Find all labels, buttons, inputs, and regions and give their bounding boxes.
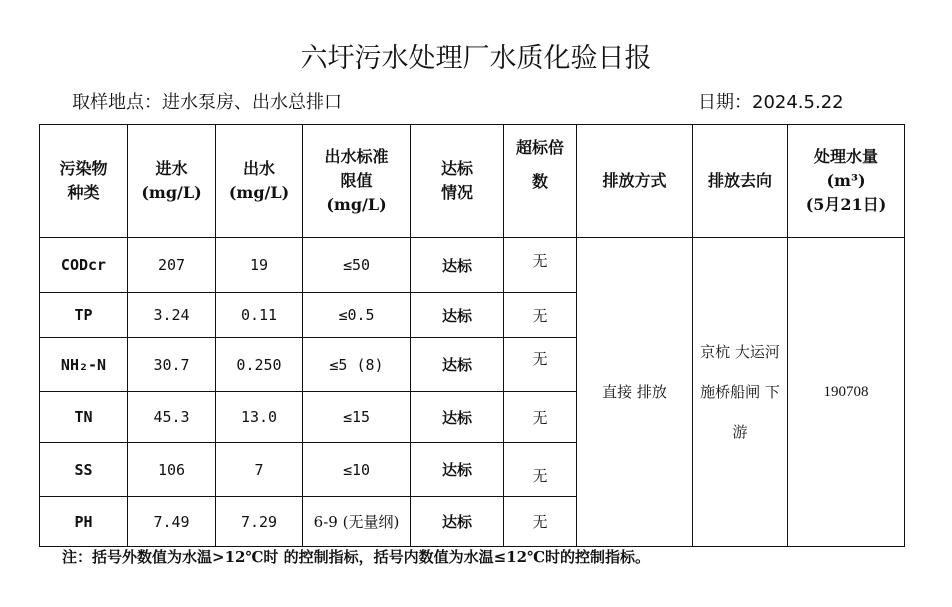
table-row bbox=[40, 238, 905, 293]
outflow-cell: 0.11 bbox=[216, 293, 303, 338]
inflow-cell: 3.24 bbox=[128, 293, 216, 338]
status-cell: 达标 bbox=[411, 293, 504, 338]
outflow-cell: 7.29 bbox=[216, 497, 303, 547]
inflow-cell: 207 bbox=[128, 238, 216, 293]
param-cell: CODcr bbox=[40, 238, 128, 293]
exceed-cell: 无 bbox=[504, 293, 577, 338]
header-limit: 出水标准 限值 (mg/L) bbox=[303, 125, 411, 238]
limit-cell: ≤15 bbox=[303, 392, 411, 443]
header-status: 达标 情况 bbox=[411, 125, 504, 238]
inflow-cell: 30.7 bbox=[128, 338, 216, 392]
exceed-cell: 无 bbox=[504, 443, 577, 497]
inflow-cell: 45.3 bbox=[128, 392, 216, 443]
status-cell: 达标 bbox=[411, 392, 504, 443]
exceed-cell: 无 bbox=[504, 392, 577, 443]
param-cell: TN bbox=[40, 392, 128, 443]
param-cell: NH₂-N bbox=[40, 338, 128, 392]
header-volume: 处理水量 (m³) (5月21日) bbox=[788, 125, 905, 238]
inflow-cell: 106 bbox=[128, 443, 216, 497]
param-cell: PH bbox=[40, 497, 128, 547]
status-cell: 达标 bbox=[411, 338, 504, 392]
report-date: 日期：2024.5.22 bbox=[698, 92, 844, 113]
footnote: 注：括号外数值为水温>12℃时 的控制指标，括号内数值为水温≤12℃时的控制指标。 bbox=[62, 548, 651, 566]
limit-cell: ≤50 bbox=[303, 238, 411, 293]
limit-cell: 6-9 (无量纲) bbox=[303, 497, 411, 547]
header-exceed: 超标倍 数 bbox=[504, 125, 577, 238]
header-inflow: 进水 (mg/L) bbox=[128, 125, 216, 238]
param-cell: TP bbox=[40, 293, 128, 338]
outflow-cell: 0.250 bbox=[216, 338, 303, 392]
status-cell: 达标 bbox=[411, 497, 504, 547]
treated-volume-cell: 190708 bbox=[788, 238, 905, 547]
limit-cell: ≤10 bbox=[303, 443, 411, 497]
header-outflow: 出水 (mg/L) bbox=[216, 125, 303, 238]
exceed-cell: 无 bbox=[504, 238, 577, 293]
outflow-cell: 19 bbox=[216, 238, 303, 293]
exceed-cell: 无 bbox=[504, 338, 577, 392]
report-title: 六圩污水处理厂水质化验日报 bbox=[300, 43, 652, 74]
header-discharge-method: 排放方式 bbox=[577, 125, 693, 238]
water-quality-table bbox=[39, 124, 905, 547]
param-cell: SS bbox=[40, 443, 128, 497]
table-header-row bbox=[40, 125, 905, 238]
limit-cell: ≤0.5 bbox=[303, 293, 411, 338]
sampling-location: 取样地点：进水泵房、出水总排口 bbox=[72, 92, 342, 113]
limit-cell: ≤5 (8) bbox=[303, 338, 411, 392]
discharge-dest-cell: 京杭 大运河 施桥船闸 下游 bbox=[693, 238, 788, 547]
exceed-cell: 无 bbox=[504, 497, 577, 547]
status-cell: 达标 bbox=[411, 443, 504, 497]
header-pollutant: 污染物 种类 bbox=[40, 125, 128, 238]
inflow-cell: 7.49 bbox=[128, 497, 216, 547]
status-cell: 达标 bbox=[411, 238, 504, 293]
outflow-cell: 7 bbox=[216, 443, 303, 497]
header-discharge-dest: 排放去向 bbox=[693, 125, 788, 238]
discharge-method-cell: 直接 排放 bbox=[577, 238, 693, 547]
outflow-cell: 13.0 bbox=[216, 392, 303, 443]
